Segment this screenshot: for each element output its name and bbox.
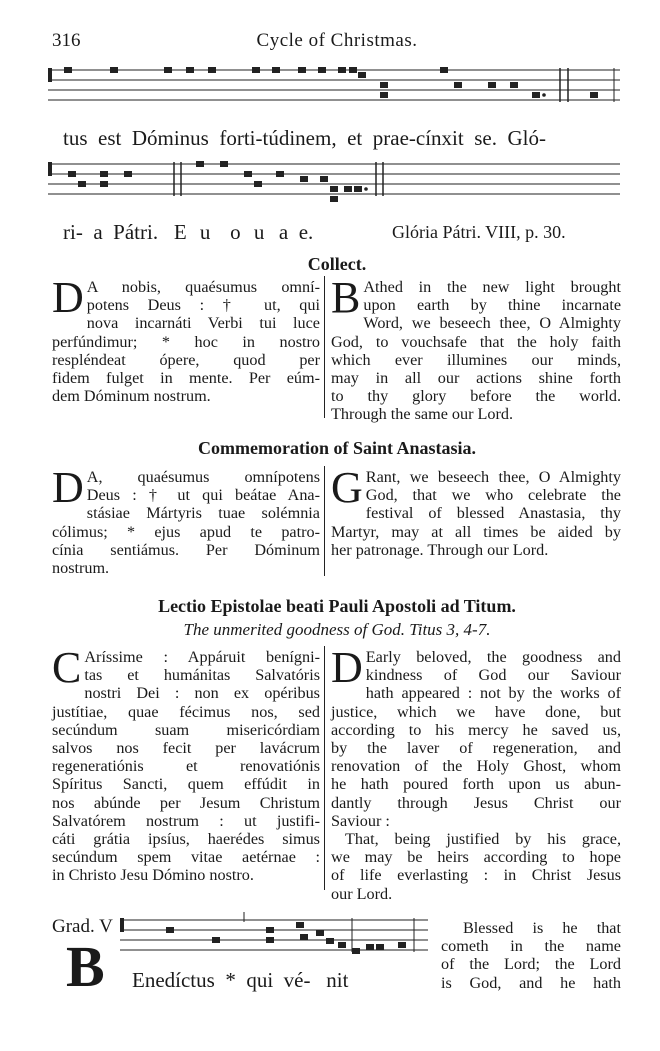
commemoration-latin	[52, 463, 320, 578]
text-line: by the laver of regeneration, and	[331, 739, 621, 758]
lyric-syllable: Pátri.	[113, 220, 159, 244]
commemoration-english	[331, 463, 621, 559]
lyric-syllable: tus	[63, 126, 88, 150]
text-line: cometh in the name	[441, 937, 621, 956]
text-line: tas et humánitas Salvatóris	[84, 666, 320, 685]
text-line: Saviour :	[331, 811, 390, 830]
text-line: Deus : † ut qui beátae Ana-	[86, 486, 320, 505]
text-line: A, quaésumus omnípotens	[86, 468, 320, 486]
text-line: respléndeat ópere, quod per	[52, 350, 320, 369]
lyric-syllable: *	[225, 968, 236, 992]
drop-cap: D	[52, 463, 84, 512]
text-line: Salvatórem nostrum : ut justifi-	[52, 811, 320, 830]
text-line: nostrum.	[52, 559, 110, 578]
text-line: nostri Dei : non ex opéribus	[84, 684, 320, 703]
drop-cap: G	[331, 463, 363, 512]
text-line: may in all our actions shine forth	[331, 369, 621, 388]
text-line: fidem fulget in mente. Per eúm-	[52, 369, 320, 388]
text-line: Blessed is he that	[463, 919, 621, 937]
text-line: secúndum suam misericórdiam	[52, 720, 320, 739]
text-line: secúndum spem vitae aetérnae :	[52, 848, 320, 867]
text-line: cínia sentiámus. Per Dóminum	[52, 540, 320, 559]
column-divider	[324, 466, 325, 576]
text-line: is God, and he hath	[441, 973, 621, 992]
collect-english	[331, 273, 621, 424]
lyric-syllable: E u	[173, 220, 215, 244]
chant-staff-2	[44, 156, 624, 216]
text-line: nova incarnáti Verbi tui luce	[86, 314, 320, 333]
text-line: Through the same our Lord.	[331, 405, 514, 424]
text-line: upon earth by thine incarnate	[363, 296, 621, 315]
drop-cap: B	[331, 273, 361, 322]
text-line: Martyr, may at all times be aided by	[331, 522, 621, 541]
page-header	[52, 30, 622, 52]
text-line: That, being justified by his grace,	[345, 830, 621, 849]
drop-cap: C	[52, 643, 82, 692]
collect-title: Collect.	[307, 254, 367, 274]
lyric-syllable: se.	[474, 126, 497, 150]
text-line: Spíritus Sancti, quem effúdit in	[52, 775, 320, 794]
text-line: Rant, we beseech thee, O Almighty	[365, 468, 621, 486]
text-line: of life everlasting : in Christ Jesus	[331, 866, 621, 885]
page-number: 316	[52, 30, 81, 51]
chant-2-lyrics	[63, 220, 343, 245]
lyric-syllable: est	[98, 126, 122, 150]
text-line: he hath poured forth upon us abun-	[331, 775, 621, 794]
text-line: our Lord.	[331, 884, 393, 903]
gradual-initial: B	[66, 934, 105, 999]
gradual-label: Grad. V	[52, 916, 113, 937]
text-line: regeneratiónis et renovatiónis	[52, 757, 320, 776]
text-line: God, to vouchsafe that the holy faith	[331, 332, 621, 351]
text-line: justítiae, quae fécimus nos, sed	[52, 702, 320, 721]
text-line: Athed in the new light brought	[363, 278, 621, 296]
text-line: which ever illumines our minds,	[331, 350, 621, 369]
gradual-staff	[116, 912, 432, 972]
column-divider	[324, 646, 325, 890]
text-line: salvos nos fecit per lavácrum	[52, 739, 320, 758]
running-title: Cycle of Christmas.	[256, 30, 418, 51]
lyric-syllable: o u	[230, 220, 269, 244]
lectio-title: Lectio Epistolae beati Pauli Apostoli ad Titum.	[158, 596, 516, 616]
text-line: Word, we beseech thee, O Almighty	[363, 314, 621, 333]
chant-1-lyrics	[63, 126, 546, 151]
text-line: to thy glory before the world.	[331, 387, 621, 406]
text-line: her patronage. Through our Lord.	[331, 540, 549, 559]
lectio-latin	[52, 643, 320, 885]
text-line: perfúndimur; * hoc in nostro	[52, 332, 320, 351]
drop-cap: D	[331, 643, 363, 692]
text-line: festival of blessed Anastasia, thy	[365, 504, 621, 523]
text-line: potens Deus : † ut, qui	[86, 296, 320, 315]
text-line: justice, which we have done, but	[331, 702, 621, 721]
lyric-syllable: a	[93, 220, 103, 244]
text-line: of the Lord; the Lord	[441, 955, 621, 974]
lyric-syllable: vé-	[283, 968, 311, 992]
text-line: cáti grátia ipsíus, haerédes simus	[52, 830, 320, 849]
text-line: Aríssime : Appáruit benígni-	[84, 648, 320, 666]
column-divider	[324, 276, 325, 418]
text-line: according to his mercy he saved us,	[331, 720, 621, 739]
lyric-syllable: Enedíctus	[132, 968, 215, 992]
collect-latin	[52, 273, 320, 406]
text-line: A nobis, quaésumus omní-	[86, 278, 320, 296]
lyric-syllable: prae-cínxit	[372, 126, 464, 150]
lyric-syllable: et	[347, 126, 363, 150]
text-line: nos abúnde per Jesum Christum	[52, 793, 320, 812]
lyric-syllable: a	[278, 220, 289, 244]
text-line: Early beloved, the goodness and	[365, 648, 621, 666]
text-line: renovation of the Holy Ghost, whom	[331, 757, 621, 776]
text-line: stásiae Mártyris tuae solémnia	[86, 504, 320, 523]
lyric-syllable: Dóminus	[131, 126, 209, 150]
gradual-english	[441, 919, 621, 992]
lyric-syllable: forti-túdinem,	[219, 126, 337, 150]
chant-staff-1	[44, 62, 624, 122]
text-line: dantly through Jesus Christ our	[331, 793, 621, 812]
text-line: in Christo Jesu Dómino nostro.	[52, 866, 254, 885]
gradual-lyrics	[132, 968, 348, 993]
lectio-english	[331, 643, 621, 903]
lyric-syllable: ri-	[63, 220, 83, 244]
text-line: kindness of God our Saviour	[365, 666, 621, 685]
gloria-reference: Glória Pátri. VIII, p. 30.	[392, 222, 566, 242]
drop-cap: D	[52, 273, 84, 322]
text-line: hath appeared : not by the works of	[365, 684, 621, 703]
lectio-subtitle: The unmerited goodness of God. Titus 3, 4-7.	[183, 620, 491, 639]
text-line: dem Dóminum nostrum.	[52, 387, 211, 406]
lyric-syllable: e.	[298, 220, 314, 244]
lyric-syllable: nit	[326, 968, 349, 992]
text-line: cólimus; * ejus apud te patro-	[52, 522, 320, 541]
text-line: God, that we who celebrate the	[365, 486, 621, 505]
commemoration-title: Commemoration of Saint Anastasia.	[198, 438, 476, 458]
lyric-syllable: qui	[246, 968, 274, 992]
lyric-syllable: Gló-	[507, 126, 546, 150]
text-line: we may be heirs according to hope	[331, 848, 621, 867]
